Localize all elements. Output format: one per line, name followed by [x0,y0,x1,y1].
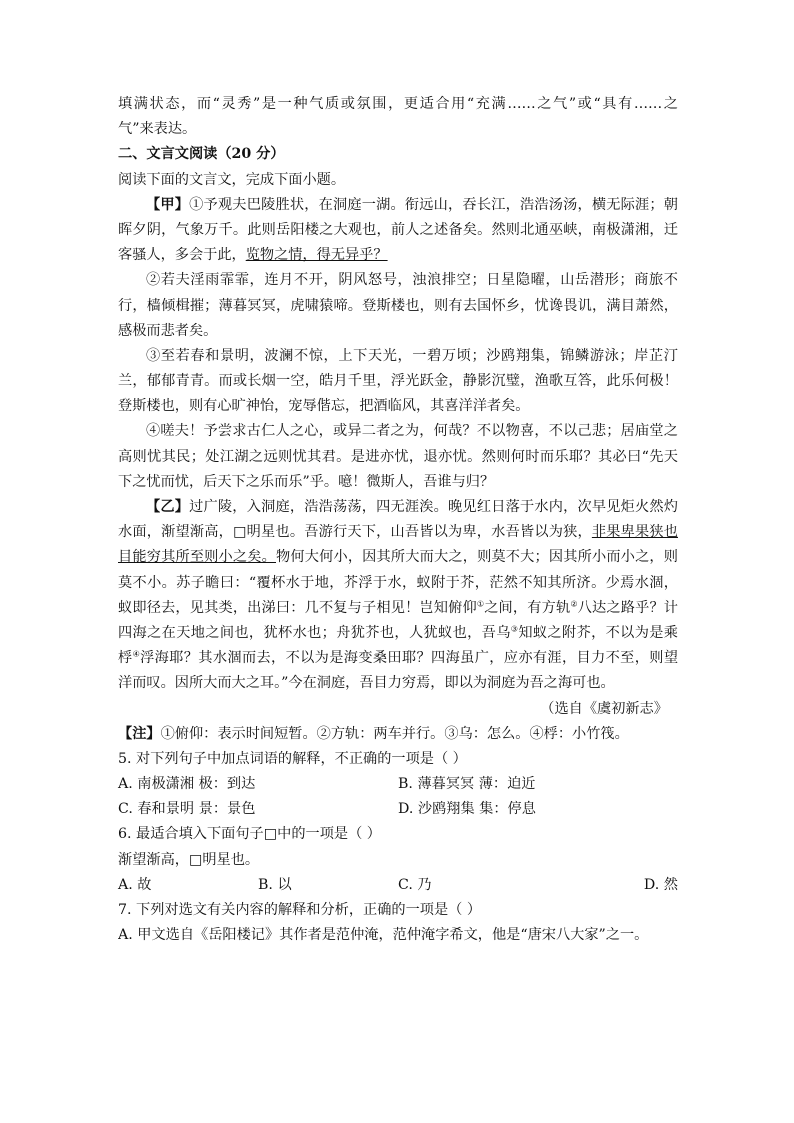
question-6-stem: 6. 最适合填入下面句子□中的一项是（ ） [118,826,381,843]
option-c: C. 春和景明 景：景色 [118,801,256,818]
jia-p1-line-1: 【甲】①予观夫巴陵胜状，在洞庭一湖。衔远山，吞长江，浩浩汤汤，横无际涯；朝 [146,196,678,213]
underlined-sentence: 目能穷其所至则小之矣。 [118,549,276,566]
underlined-sentence: 非果卑果狭也 [591,524,678,541]
jia-p3-line-2: 兰，郁郁青青。而或长烟一空，皓月千里，浮光跃金，静影沉璧，渔歌互答，此乐何极！ [118,373,678,390]
section-instruction: 阅读下面的文言文，完成下面小题。 [118,171,346,188]
yi-line-5: 蚁即径去，见其类，出涕曰：几不复与子相见！岂知俯仰①之间，有方轨②八达之路乎？计 [118,599,678,616]
footnote-marker: ② [570,599,578,609]
jia-p2-line-2: 行，樯倾楫摧；薄暮冥冥，虎啸猿啼。登斯楼也，则有去国怀乡，忧谗畏讥，满目萧然， [118,297,678,314]
option-c: C. 乃 [398,876,432,893]
jia-p1-line-2: 晖夕阴，气象万千。此则岳阳楼之大观也，前人之述备矣。然则北通巫峡，南极潇湘，迁 [118,221,678,238]
footnote-marker: ① [476,599,485,609]
notes-line: 【注】①俯仰：表示时间短暂。②方轨：两车并行。③乌：怎么。④桴：小竹筏。 [118,725,629,742]
question-5-options-row-2 [118,797,678,822]
footnote-marker: ③ [510,624,519,634]
yi-line-2: 水面，渐望渐高，□明星也。吾游行天下，山吾皆以为卑，水吾皆以为狭，非果卑果狭也 [118,524,678,541]
yi-line-8: 洋而叹。因所大而大之耳。”今在洞庭，吾目力穷焉，即以为洞庭为吾之海可也。 [118,675,615,692]
yi-line-4: 莫不小。苏子瞻曰：“覆杯水于地，芥浮于水，蚁附于芥，茫然不知其所济。少焉水涸， [118,574,678,591]
option-b: B. 以 [258,876,292,893]
yi-line-7: 桴④浮海耶？其水涸而去，不以为是海变桑田耶？四海虽广，应亦有涯，目力不至，则望 [118,649,678,667]
jia-p4-line-1: ④嗟夫！予尝求古仁人之心，或异二者之为，何哉？不以物喜，不以己悲；居庙堂之 [146,423,678,440]
section-heading: 二、文言文阅读（20 分） [118,146,285,163]
intro-line-2: 气”来表达。 [118,121,197,138]
question-7-stem: 7. 下列对选文有关内容的解释和分析，正确的一项是（ ） [118,902,482,918]
question-6-options [118,873,678,898]
option-a: A. 故 [118,876,152,893]
yi-source: （选自《虞初新志》 [540,700,668,717]
footnote-marker: ④ [132,649,141,659]
option-d: D. 沙鸥翔集 集：停息 [398,801,536,818]
yi-line-6: 四海之在天地之间也，犹杯水也；舟犹芥也，人犹蚁也，吾乌③知蚁之附芥，不以为是乘 [118,624,678,641]
jia-p3-line-1: ③至若春和景明，波澜不惊，上下天光，一碧万顷；沙鸥翔集，锦鳞游泳；岸芷汀 [146,347,678,364]
jia-tag: 【甲】 [146,196,190,213]
question-5-options-row-1 [118,772,678,797]
yi-line-1: 【乙】过广陵，入洞庭，浩浩荡荡，四无涯涘。晚见红日落于水内，次早见炬火然灼 [146,499,678,515]
yi-line-3: 目能穷其所至则小之矣。物何大何小，因其所大而大之，则莫不大；因其所小而小之，则 [118,549,678,566]
jia-p3-line-3: 登斯楼也，则有心旷神怡，宠辱偕忘，把酒临风，其喜洋洋者矣。 [118,398,530,415]
jia-p2-line-3: 感极而悲者矣。 [118,322,218,339]
option-b: B. 薄暮冥冥 薄：迫近 [398,776,536,793]
question-5-stem: 5. 对下列句子中加点词语的解释，不正确的一项是（ ） [118,750,467,767]
jia-p4-line-2: 高则忧其民；处江湖之远则忧其君。是进亦忧，退亦忧。然则何时而乐耶？其必曰“先天 [118,448,678,465]
underlined-sentence: 览物之情，得无异乎？ [245,247,388,264]
question-6-sentence: 渐望渐高，□明星也。 [118,851,260,868]
jia-p2-line-1: ②若夫淫雨霏霏，连月不开，阴风怒号，浊浪排空；日星隐曜，山岳潜形；商旅不 [146,272,678,289]
notes-tag: 【注】 [118,725,161,742]
document-page [118,92,678,948]
jia-p4-line-3: 下之忧而忧，后天下之乐而乐”乎。噫！微斯人，吾谁与归？ [118,473,495,490]
jia-p1-line-3: 客骚人，多会于此，览物之情，得无异乎？ [118,247,388,264]
yi-tag: 【乙】 [146,499,190,515]
option-d: D. 然 [643,876,678,893]
question-7-option-a: A. 甲文选自《岳阳楼记》其作者是范仲淹，范仲淹字希文，他是“唐宋八大家”之一。 [118,927,649,944]
intro-line-1: 填满状态，而“灵秀”是一种气质或氛围，更适合用“充满……之气”或“具有……之 [118,96,678,112]
option-a: A. 南极潇湘 极：到达 [118,776,256,793]
